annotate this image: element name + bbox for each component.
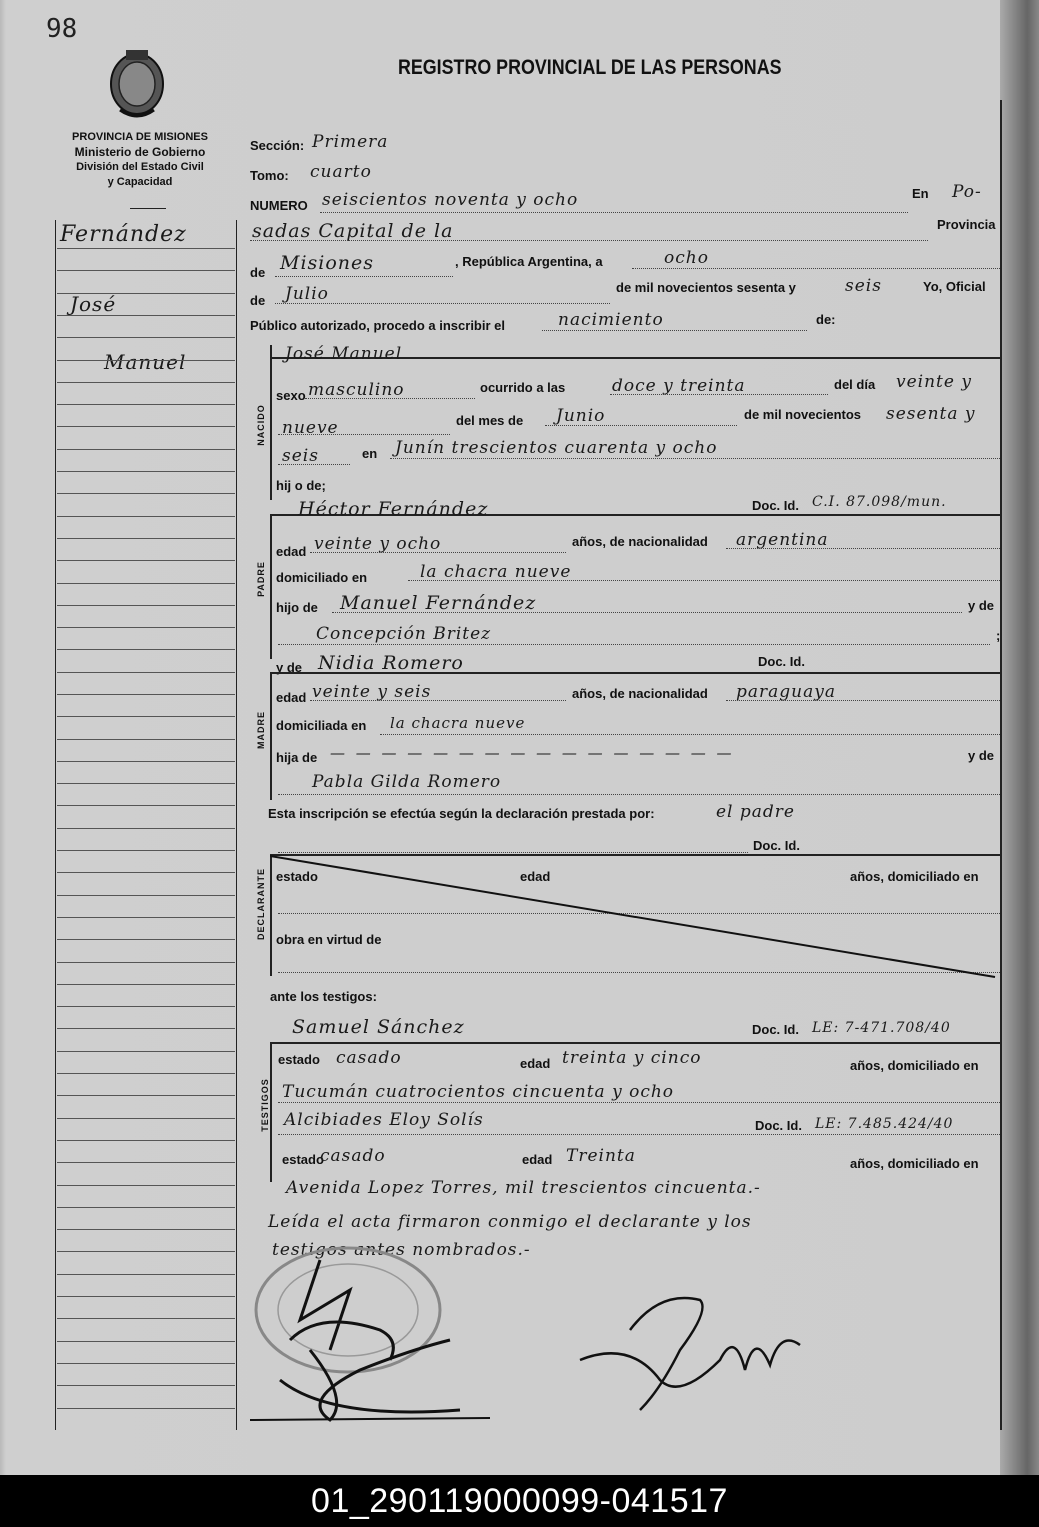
margin-rule: [57, 315, 235, 316]
margin-rule: [57, 1207, 235, 1208]
madre-nac-value: paraguaya: [736, 682, 836, 702]
margin-rule: [57, 939, 235, 940]
margin-rule: [57, 360, 235, 361]
margin-rule: [57, 895, 235, 896]
margin-rule: [57, 1318, 235, 1319]
margin-rule: [57, 716, 235, 717]
tomo-value: cuarto: [310, 162, 372, 182]
margin-rule: [57, 583, 235, 584]
margin-rule: [57, 1274, 235, 1275]
dia-nacido-value: veinte y: [896, 372, 972, 392]
numero-label: NUMERO: [250, 198, 308, 213]
numero-value: seiscientos noventa y ocho: [322, 190, 579, 210]
margin-rule: [57, 962, 235, 963]
margin-rule: [57, 538, 235, 539]
madre-dom-label: domiciliada en: [276, 718, 367, 733]
publico-label: Público autorizado, procedo a inscribir el: [250, 318, 505, 333]
testigo2-estado-value: casado: [320, 1146, 386, 1166]
margin-rule: [57, 1051, 235, 1052]
margin-rule: [57, 1073, 235, 1074]
tomo-label: Tomo:: [250, 168, 289, 183]
testigo2-doc-label: Doc. Id.: [755, 1118, 802, 1133]
madre-section-label: MADRE: [256, 711, 266, 749]
margin-rule: [57, 1363, 235, 1364]
testigo1-nombre: Samuel Sánchez: [292, 1016, 465, 1038]
margin-rule: [57, 1140, 235, 1141]
padre-nombre: Héctor Fernández: [298, 498, 489, 520]
del-mes-label: del mes de: [456, 413, 524, 428]
padre-y-de-label: y de: [968, 598, 995, 613]
padre-hijo-de-label: hijo de: [276, 600, 318, 615]
margin-rule: [57, 872, 235, 873]
declarante-edad-label: edad: [520, 869, 551, 884]
testigo1-estado-value: casado: [336, 1048, 402, 1068]
registry-title: REGISTRO PROVINCIAL DE LAS PERSONAS: [398, 56, 782, 79]
margin-rule: [57, 516, 235, 517]
margin-rule: [57, 1296, 235, 1297]
testigo2-nombre: Alcibiades Eloy Solís: [284, 1110, 484, 1130]
mil-nov-label-2: de mil novecientos: [744, 407, 862, 422]
yo-oficial-label: Yo, Oficial: [923, 279, 986, 294]
acto-value: nacimiento: [558, 310, 664, 330]
margin-rule: [57, 1251, 235, 1252]
cierre-linea-2: testigos antes nombrados.-: [272, 1240, 531, 1260]
testigo2-anos-dom-label: años, domiciliado en: [850, 1156, 979, 1171]
testigo2-estado-label: estado: [282, 1152, 324, 1167]
mes-value: Julio: [285, 284, 329, 304]
margin-rule: [57, 1229, 235, 1230]
coat-of-arms-seal: [106, 40, 168, 122]
margin-rule: [57, 984, 235, 985]
margin-rule: [57, 248, 235, 249]
margin-rule: [57, 493, 235, 494]
margin-rule: [57, 337, 235, 338]
margin-rule: [57, 783, 235, 784]
margin-rule: [57, 471, 235, 472]
inscripcion-label: Esta inscripción se efectúa según la declaración prestada por:: [268, 806, 655, 821]
document-id-footer: 01_290119000099-041517: [0, 1475, 1039, 1527]
de-label-2: de: [250, 293, 266, 308]
provincia-value: Misiones: [280, 252, 375, 274]
declarante-obra-label: obra en virtud de: [276, 932, 382, 947]
testigos-label: ante los testigos:: [270, 989, 377, 1004]
padre-dom-value: la chacra nueve: [420, 562, 572, 582]
padre-nac-value: argentina: [736, 530, 829, 550]
madre-y-de-label-2: y de: [968, 748, 995, 763]
margin-rule: [57, 404, 235, 405]
en-value: Po-: [952, 182, 982, 202]
testigo1-doc-label: Doc. Id.: [752, 1022, 799, 1037]
padre-edad-label: edad: [276, 544, 307, 559]
margin-rule: [57, 560, 235, 561]
testigo1-doc-value: LE: 7-471.708/40: [812, 1020, 951, 1036]
margin-rule: [57, 1006, 235, 1007]
margin-rule: [57, 270, 235, 271]
hij-de-label: hij o de;: [276, 478, 326, 493]
padre-edad-value: veinte y ocho: [314, 534, 442, 554]
province-name: PROVINCIA DE MISIONES: [72, 131, 208, 143]
mil-nov-label: de mil novecientos sesenta y: [616, 280, 796, 295]
margin-rule: [57, 1408, 235, 1409]
padre-doc-value: C.I. 87.098/mun.: [812, 494, 947, 510]
margin-surname: Fernández: [60, 222, 187, 247]
dia-value: ocho: [664, 248, 709, 268]
declarante-section-label: DECLARANTE: [256, 868, 266, 940]
seccion-value: Primera: [312, 132, 389, 152]
margin-rule: [57, 917, 235, 918]
margin-rule: [57, 805, 235, 806]
madre-nac-label: años, de nacionalidad: [572, 686, 708, 701]
nacido-section-label: NACIDO: [256, 404, 266, 446]
testigo1-estado-label: estado: [278, 1052, 320, 1067]
margin-rule: [57, 694, 235, 695]
madre-hija-de-label: hija de: [276, 750, 318, 765]
signature-right: [570, 1270, 830, 1420]
lugar-value: sadas Capital de la: [252, 220, 454, 242]
testigo1-edad-label: edad: [520, 1056, 551, 1071]
declarante-strike-line: [270, 852, 1000, 982]
padre-madre-value: Concepción Britez: [316, 624, 492, 644]
testigo2-edad-value: Treinta: [566, 1146, 636, 1166]
margin-first-name: José: [70, 292, 117, 316]
ocurrido-label: ocurrido a las: [480, 380, 566, 395]
margin-rule: [57, 1341, 235, 1342]
padre-padre-value: Manuel Fernández: [340, 592, 537, 614]
declaracion-por: el padre: [716, 802, 795, 822]
de-colon-label: de:: [816, 312, 836, 327]
ministry-name: Ministerio de Gobierno: [74, 145, 206, 159]
declarante-doc-label: Doc. Id.: [753, 838, 800, 853]
testigo1-edad-value: treinta y cinco: [562, 1048, 702, 1068]
en-label: En: [912, 186, 929, 201]
margin-rule: [57, 605, 235, 606]
capacity-name: y Capacidad: [107, 176, 173, 188]
padre-nac-label: años, de nacionalidad: [572, 534, 708, 549]
testigo1-anos-dom-label: años, domiciliado en: [850, 1058, 979, 1073]
testigo2-domicilio: Avenida Lopez Torres, mil trescientos cincuenta.-: [286, 1178, 761, 1198]
margin-rule: [57, 850, 235, 851]
hora-value: doce y treinta: [612, 376, 746, 396]
seccion-label: Sección:: [250, 138, 305, 153]
republica-label: , República Argentina, a: [455, 254, 603, 269]
margin-rule: [57, 426, 235, 427]
anio-value: seis: [845, 276, 882, 296]
anio-nacido-value-2: seis: [282, 446, 319, 466]
testigos-section-label: TESTIGOS: [260, 1078, 270, 1132]
cierre-linea-1: Leída el acta firmaron conmigo el declarante y los: [268, 1212, 752, 1232]
lugar-nacido-value: Junín trescientos cuarenta y ocho: [395, 438, 718, 458]
margin-rule: [57, 1028, 235, 1029]
padre-section-label: PADRE: [256, 561, 266, 597]
mes-nacido-value: Junio: [556, 406, 606, 426]
en-label-2: en: [362, 446, 378, 461]
margin-rule: [57, 1162, 235, 1163]
de-label: de: [250, 265, 266, 280]
madre-y-de-label: y de: [276, 660, 303, 675]
padre-semicolon: ;: [996, 628, 1001, 643]
sexo-value: masculino: [308, 380, 405, 400]
declarante-estado-label: estado: [276, 869, 318, 884]
signature-left: [230, 1250, 490, 1430]
provincia-label: Provincia: [937, 217, 996, 232]
del-dia-label: del día: [834, 377, 876, 392]
declarante-anos-dom-label: años, domiciliado en: [850, 869, 979, 884]
nacido-nombre: José Manuel: [285, 344, 403, 364]
madre-madre-value: Pabla Gilda Romero: [312, 772, 502, 792]
margin-rule: [57, 761, 235, 762]
margin-rule: [57, 739, 235, 740]
padre-doc-label: Doc. Id.: [752, 498, 799, 513]
madre-edad-label: edad: [276, 690, 307, 705]
margin-rule: [57, 1185, 235, 1186]
madre-padre-value: — — — — — — — — — — — — — — — —: [330, 744, 735, 762]
madre-edad-value: veinte y seis: [312, 682, 432, 702]
madre-nombre: Nidia Romero: [318, 652, 464, 674]
margin-rule: [57, 382, 235, 383]
margin-rule: [57, 627, 235, 628]
page-number: 98: [46, 14, 78, 44]
anio-nacido-value: sesenta y: [886, 404, 976, 424]
margin-rule: [57, 293, 235, 294]
madre-doc-label: Doc. Id.: [758, 654, 805, 669]
division-name: División del Estado Civil: [76, 161, 204, 173]
testigo1-domicilio: Tucumán cuatrocientos cincuenta y ocho: [282, 1082, 675, 1102]
testigo2-doc-value: LE: 7.485.424/40: [815, 1116, 954, 1132]
margin-second-name: Manuel: [104, 350, 187, 374]
padre-dom-label: domiciliado en: [276, 570, 368, 585]
testigo2-edad-label: edad: [522, 1152, 553, 1167]
margin-rule: [57, 1095, 235, 1096]
margin-rule: [57, 1385, 235, 1386]
margin-rule: [57, 449, 235, 450]
dia-nacido-value-2: nueve: [282, 418, 339, 438]
madre-dom-value: la chacra nueve: [390, 714, 526, 732]
margin-rule: [57, 828, 235, 829]
margin-rule: [57, 649, 235, 650]
margin-rule: [57, 672, 235, 673]
sexo-label: sexo: [276, 388, 306, 403]
margin-rule: [57, 1118, 235, 1119]
